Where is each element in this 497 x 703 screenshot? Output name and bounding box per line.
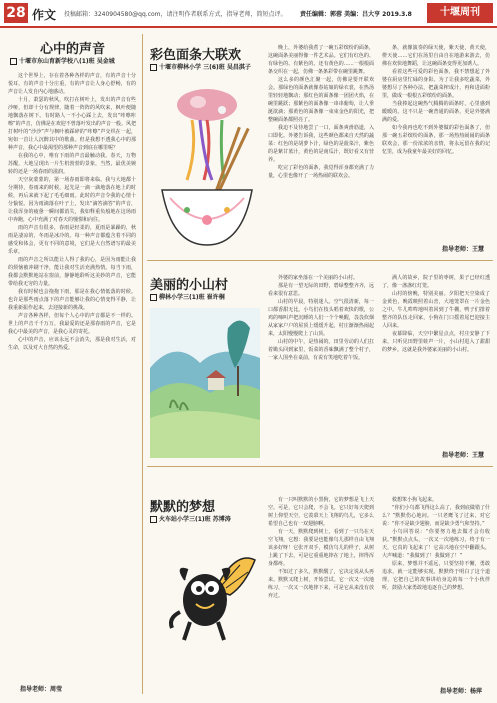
paragraph: 山村的早晨，特别迷人。空气很清新，每一口都香甜无比。小鸟们在枝头唱着欢快的歌，公鸡的啼叫声把沉睡的人们一个个唤醒，袅袅炊烟从家家户户的屋顶上缓缓升起，村庄渐渐热闹起来，太阳慢慢爬上了山顶。 [268,299,374,337]
article-title: 默默的梦想 [150,500,216,515]
article-byline [150,514,231,523]
section-title: 作文 [32,8,57,22]
paragraph: 满人的故乡，院子里的枣树，果子已经红透了，像一盏盏红灯笼。 [382,275,490,289]
paragraph: 山村的中午，是热闹的。田里劳动的人们扛着锄头回到家里，饭菜的香味飘满了整个村子，一家人围坐在桌前，有说有笑地吃着午饭。 [268,339,374,361]
page-number: 28 [4,3,28,23]
article-byline [150,62,251,71]
paragraph: 夜幕降临，天空中繁星点点，村庄安静了下来，只听见田野里蛙声一片，小山村进入了甜甜的梦乡。这就是我外婆家美丽的小山村。 [382,331,490,353]
section-divider [147,466,493,467]
paragraph: 外婆的家坐落在一个美丽的小山村。 [278,275,359,281]
contact-info: 投稿邮箱：3240904580@qq.com，请注明作者联系方式，指导老师，简短点评。 [64,11,287,18]
paragraph: 天空灰蒙蒙的，第一场春雨即将来临。我与大地都十分期待，春雨来的时候，起先是一滴一滴地落在地上的时候，再后来就下起了毛毛细雨。此时的声音令我的心情十分愉悦。因为雨滴落在叶子上，发出“滴答滴答”的声音，让我浑身的疲惫一瞬间都消失，我如释重负般地在这场雨中奔跑，心中充满了对春天的憧憬和向往。 [8,177,136,223]
paragraph: 那是有一望无际的田野，碧绿整整齐齐，远看来很有意思。 [268,283,374,297]
paragraph: 十月，萧瑟的秋风，吹打在树叶上，发出的声音有些沙哑，但却十分有规律，随着一阵阵的风吹来，枫叶便随地飘落在树下。有时路人一不小心踩上去，发出“咔嚓咔嚓”的声音，仿佛是在欢迎不曾落叶发出的声音一般。风把打树叶的“沙沙”声与枫叶被踩碎的“咔嚓”声交织在一起，宛如一首让人沉醉其中的歌曲。但是我想不透我心中的那种声音，我心中最渴望的那种声音到底在哪里呢？ [8,97,136,151]
article-body [268,496,374,692]
paragraph: 当我捧起这碗热气腾腾的面条时，心里感到暖暖的。这不只是一碗普通的面条，更是外婆满满的爱。 [382,101,490,123]
byline-text: 十堰市东山育新学校八(1)班 吴金城 [19,58,115,65]
byline-text: 柳林小学三(1)班 崔许桐 [159,294,225,301]
byline-text: 十堰市柳林小学 三(6)班 吴昌淇子 [159,64,251,71]
article-byline [150,292,225,301]
tutor-credit: 指导老师：杨萍 [440,688,483,695]
article-body [268,44,374,252]
paragraph: 雨的声音之所以能让人得了我的心，是因为雨能让我的烦恼被冲刷干净，能让我对生活充满热情。每当下雨，我都会默默地站在窗前，静静地聆听这美妙的声音，它能带给我无穷的力量。 [8,257,136,287]
square-icon [150,64,157,71]
paragraph: 这个世界上，存在着各种各样的声音，有的声音十分悦耳，有的声音十分庄重，有的声音让人身心舒畅，有的声音让人发自内心地感动。 [8,73,136,95]
article-title: 美丽的小山村 [150,278,229,293]
paragraph: 小鸟回答说：“你要努力地去做才会有收获。”默默点点头，一次又一次地练习，终于有一天，它真的飞起来了！它高兴地在空中翻跟头，大声喊道：“我做到了！我做到了！” [382,529,490,559]
publication-logo: 十堰周刊 [427,3,493,23]
paragraph: 救想笨小狗飞起来。 [392,497,438,503]
paragraph: 心中的声音，应该永远不会消失，那是我对生活，对生命，以及对大自然的热爱。 [8,337,136,351]
square-icon [10,58,17,65]
paragraph: 晚上，外婆给我煮了一碗五彩缤纷的面条，这碗面条美丽得像一件艺术品。它们有红色的、有绿色的、有紫色的、还有黄色的……一根根面条交织在一起，仿佛一条条彩带在碗里跳舞。 [268,45,374,75]
column-divider [142,34,143,694]
paragraph: 有一天，默默爬到树上，看到了一只鸟在天空飞翔，它想：我要是也能像鸟儿那样自由飞翔该多好呀！它张开双手，模仿鸟儿的样子，从树上跳了下去，可是它重重地摔在了地上，摔得浑身都疼。 [268,529,374,567]
article-body [382,274,490,442]
article-body [382,44,490,240]
paragraph: 山村的傍晚，特别美丽。夕阳把天空染成了金黄色，晚霞映照着山峦，大地笼罩在一片金色之中。牛儿哞哞地叫着回到了牛棚，鸭子们排着整齐的队伍走回家，小狗在门口摇着尾巴迎接主人回来。 [382,291,490,329]
article-title: 彩色面条大联欢 [150,48,242,63]
byline-text: 火车站小学三(1)班 苏博涛 [159,516,231,523]
paragraph: 雨的声音有很多，春雨是轻柔的，夏雨是暴躁的，秋雨是凄凉的，冬雨是冰冷的。每一种声音都蕴含着不同的感受和体会，更有不同的意境，它们是大自然谱写的最美乐章。 [8,225,136,255]
article-body [268,274,374,454]
article-body [8,72,136,672]
paragraph: “你们小鸟都飞得这么高了，我到底做错了什么？”默默伤心地问。一只老鹰飞了过来，对它说：“你不是缺少翅膀，而是缺少勇气和坚持。” [382,505,490,527]
tutor-credit: 指导老师：王慧 [442,246,485,253]
square-icon [150,294,157,301]
paragraph: 在我的心中，唯有下雨的声音最触动我。春天，万物苏醒，大地呈现出一片生机勃勃的景象，当然，最优美婉转的还是一场春雨的滋润。 [8,153,136,175]
paragraph: 原来，梦想并不遥远，只要坚持不懈，勇敢追求，就一定能够实现。默默终于明白了这个道理，它把自己的故事讲给身边的每一个小伙伴听，鼓励大家勇敢地追逐自己的梦想。 [382,561,490,591]
square-icon [150,516,157,523]
paragraph: 吃完了彩色的面条，我觉得浑身都充满了力量，心里也像开了一场热闹的联欢会。 [268,165,374,179]
paragraph: 如今我再也吃不到外婆做的彩色面条了，但那一碗五彩缤纷的面条，那一场热热闹闹的面条联欢会，那一份浓浓的亲情，将永远留在我的记忆里，成为我童年最美好的回忆。 [382,125,490,155]
flying-dog-illustration [160,540,260,650]
article-title: 心中的声音 [40,42,106,57]
editor-meta: 责任编辑：郭蓉 美编：吕大亨 2019.3.8 [300,11,412,18]
noodle-bowl-illustration [152,80,262,250]
paragraph: 有一只叫默默的小黑狗，它的梦想是飞上天空。可是，它只会爬，不会飞。它只好每天爬到树上仰望天空，它羡慕天上飞翔的鸟儿，它多么希望自己也有一双翅膀啊。 [268,497,374,527]
paragraph: 看着这些可爱的彩色面条，我不禁想起了外婆在厨房里忙碌的身影。为了让我多吃蔬菜，外婆想尽了各种办法，把蔬菜榨成汁，再和进面粉里，做成一根根五彩缤纷的面条。 [382,69,490,99]
section-divider [147,260,493,261]
paragraph: 不知过了多久，默默醒了，它决定说从头再来。默默又爬上树，开始尝试。它一次又一次地练习，一次又一次地摔下来，可是它从来没有放弃过。 [268,569,374,599]
paragraph: 我迫不及待地尝了一口，面条爽滑筋道，入口即化。外婆告诉我，这些颜色都来自天然的蔬菜：红色的是胡萝卜汁，绿色的是菠菜汁，紫色的是紫甘蓝汁，黄色的是南瓜汁，既好看又有营养。 [268,125,374,163]
article-body [382,496,490,682]
tutor-credit: 指导老师：王慧 [442,452,485,459]
page-header [0,0,497,28]
paragraph: 这么多的颜色汇聚一起，仿佛是要开联欢会。那绿色的面条就像春姑娘的绿衣裳，在热汤里轻轻地飘动；那红色的面条像一团团火焰，在碗里跳跃；那紫色的面条像一串串葡萄，让人垂涎欲滴；那黄色的面条像一束束金色的阳光，把整碗面条都照亮了。 [268,77,374,123]
paragraph: 条，就像演奏的绿天使，紫天使，黄天使，橙天使……它们在汤里自由自在地游来游去，仿佛在欢快地舞蹈，让这碗面条变得更加诱人。 [382,45,490,67]
article-byline [10,56,115,65]
paragraph: 我有时候也会拖拖下雨，那是在我心情低落的时候。也许是那些雨点落下的声音能够让我的心情变得平静，让我重新振作起来，去迎接新的挑战。 [8,289,136,311]
tutor-credit: 指导老师：周莹 [20,686,63,693]
village-landscape-illustration [150,308,260,458]
paragraph: 声音各种各样，但每个人心中的声音都是不一样的。世上的声音千千万万，我最爱的还是那春雨的声音，它是我心中最美的声音，是我心灵的寄托。 [8,313,136,335]
